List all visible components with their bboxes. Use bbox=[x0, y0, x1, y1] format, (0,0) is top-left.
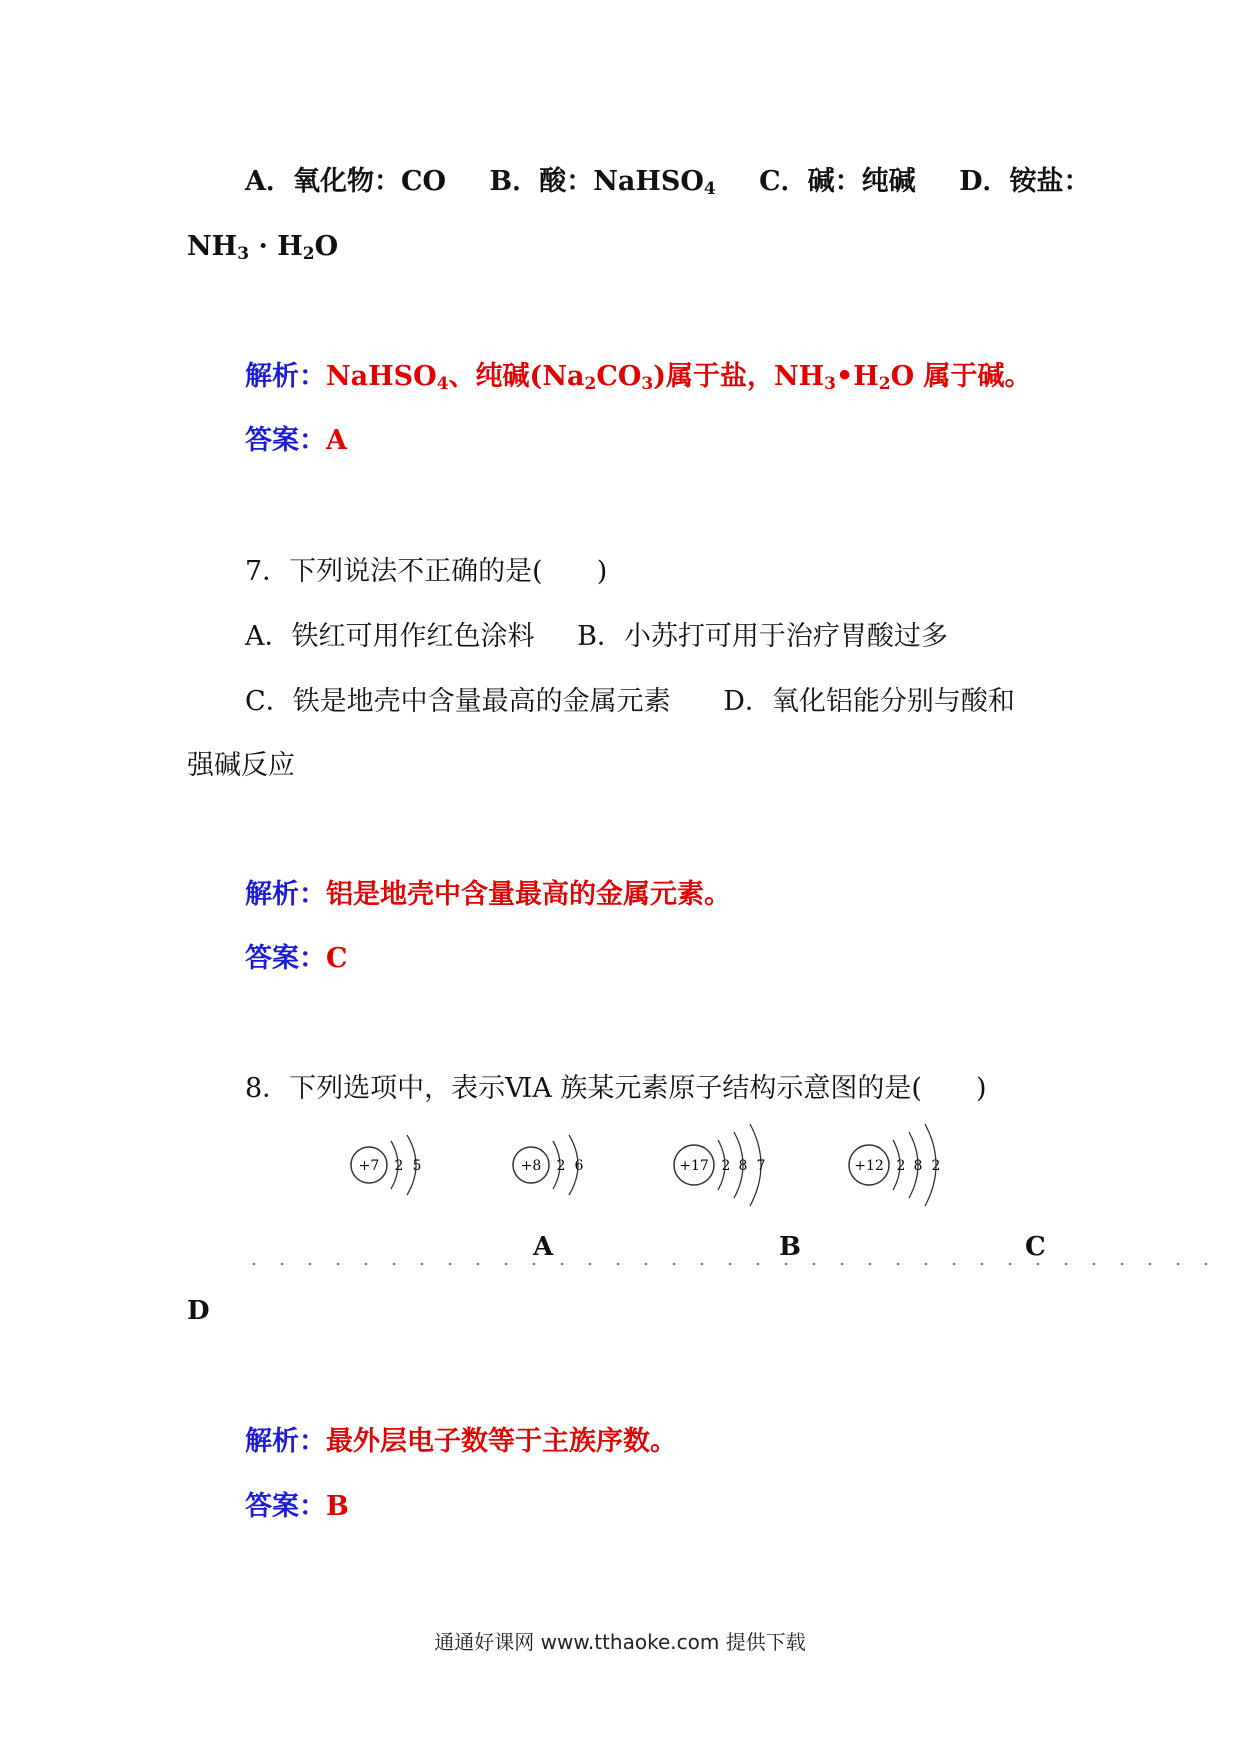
atom-a-nucleus: +7 bbox=[358, 1158, 380, 1174]
q7-option-d: D．氧化铝能分别与酸和 bbox=[723, 686, 1015, 717]
atom-diagram-d bbox=[845, 1118, 975, 1212]
q6-option-c: C．碱：纯碱 bbox=[759, 166, 916, 197]
q8-answer: 答案：B bbox=[245, 1491, 349, 1522]
dotted-leader bbox=[240, 1262, 1230, 1266]
q7-answer: 答案：C bbox=[245, 943, 348, 974]
q6-options-line bbox=[245, 165, 1090, 199]
q6-option-d-continued: $NH_3 \cdot H_2O$ bbox=[187, 231, 339, 264]
atom-a-shell-2: 5 bbox=[412, 1158, 422, 1174]
atom-c-shell-2: 8 bbox=[738, 1158, 748, 1174]
q6-answer: 答案：A bbox=[245, 425, 347, 456]
q7-options-ab bbox=[245, 620, 948, 654]
q6-option-a: A．氧化物：CO bbox=[245, 166, 446, 197]
q8-question: 8．下列选项中，表示ⅥA 族某元素原子结构示意图的是( ) bbox=[245, 1073, 987, 1104]
atom-c-shell-3: 7 bbox=[756, 1158, 766, 1174]
q7-analysis: 解析：铝是地壳中含量最高的金属元素。 bbox=[245, 879, 731, 910]
atom-b-nucleus: +8 bbox=[520, 1158, 542, 1174]
atom-d-nucleus: +12 bbox=[854, 1158, 884, 1174]
q8-label-d: D bbox=[187, 1296, 210, 1326]
q7-option-c: C．铁是地壳中含量最高的金属元素 bbox=[245, 686, 671, 717]
page-footer: 通通好课网 www.tthaoke.com 提供下载 bbox=[434, 1630, 806, 1654]
q7-option-d-continued: 强碱反应 bbox=[187, 750, 295, 781]
q6-option-b: B．酸：NaHSO$_4$ bbox=[489, 166, 716, 199]
atom-c-nucleus: +17 bbox=[679, 1158, 709, 1174]
q7-options-cd bbox=[245, 685, 1015, 719]
q7-option-a: A．铁红可用作红色涂料 bbox=[245, 621, 535, 652]
q7-question: 7．下列说法不正确的是( ) bbox=[245, 556, 608, 587]
q8-analysis: 解析：最外层电子数等于主族序数。 bbox=[245, 1426, 677, 1457]
q8-label-b: B bbox=[779, 1232, 801, 1262]
atom-d-shell-3: 2 bbox=[931, 1158, 941, 1174]
q6-option-d: D．铵盐： bbox=[959, 166, 1091, 197]
atom-d-shell-2: 8 bbox=[913, 1158, 923, 1174]
q8-label-a: A bbox=[533, 1232, 554, 1262]
atom-b-shell-1: 2 bbox=[556, 1158, 566, 1174]
atom-b-shell-2: 6 bbox=[574, 1158, 584, 1174]
atom-d-shell-1: 2 bbox=[896, 1158, 906, 1174]
atom-diagram-b bbox=[507, 1125, 617, 1205]
atom-diagram-a bbox=[345, 1125, 455, 1205]
q7-option-b: B．小苏打可用于治疗胃酸过多 bbox=[577, 621, 948, 652]
atom-c-shell-1: 2 bbox=[721, 1158, 731, 1174]
atom-diagram-c bbox=[670, 1118, 800, 1212]
q6-analysis: 解析：NaHSO$_4$、纯碱$(Na_2CO_3)$属于盐，$NH_3•H_2O$ 属于碱。 bbox=[245, 361, 1032, 394]
q8-label-c: C bbox=[1025, 1232, 1046, 1262]
atom-a-shell-1: 2 bbox=[394, 1158, 404, 1174]
